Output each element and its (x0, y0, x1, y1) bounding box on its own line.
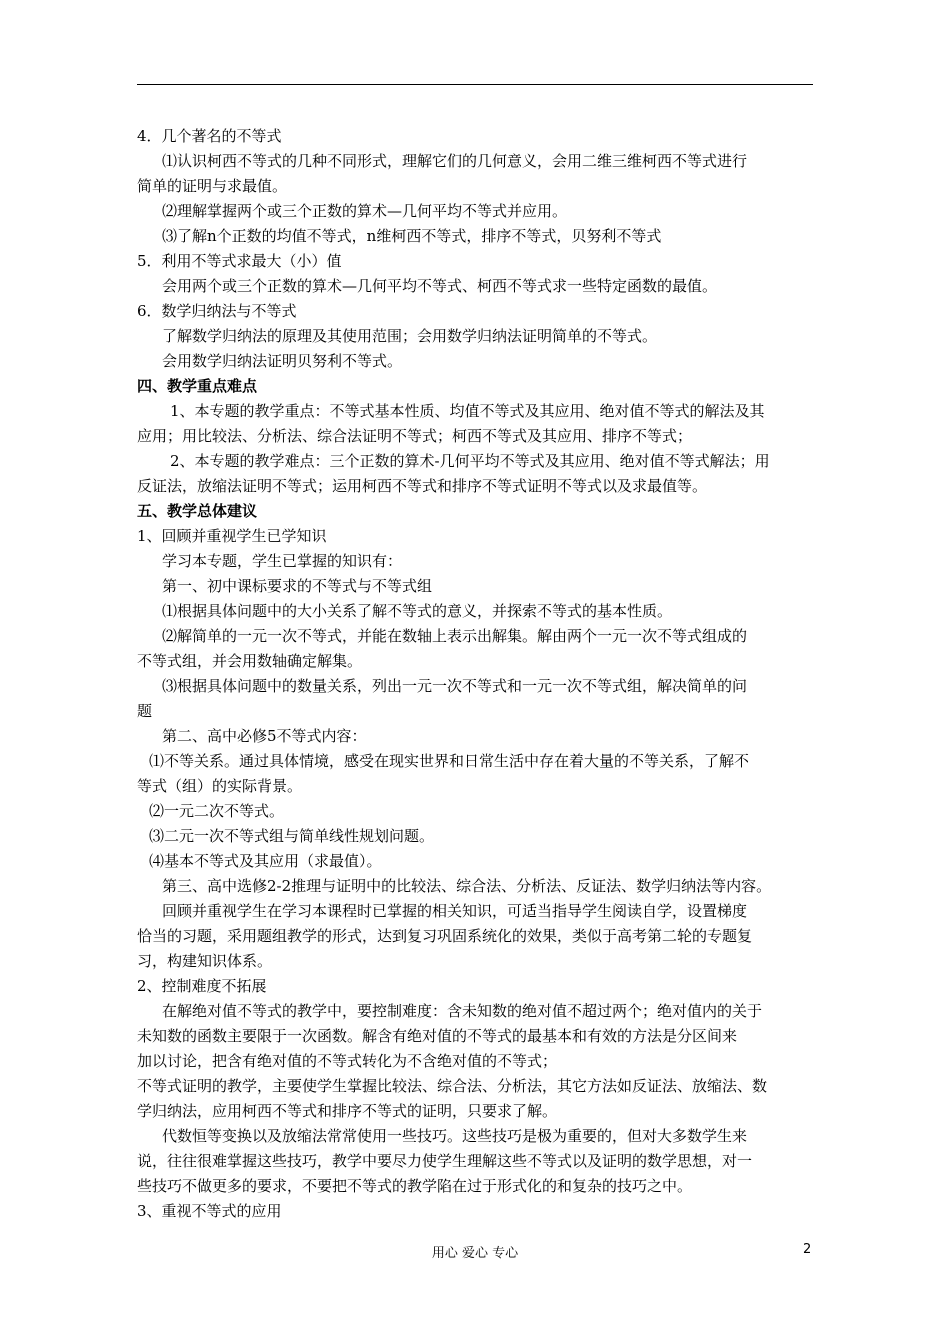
text-line: 习，构建知识体系。 (137, 952, 273, 970)
text-line: ⑴不等关系。通过具体情境，感受在现实世界和日常生活中存在着大量的不等关系，了解不 (149, 752, 750, 770)
header-rule (137, 84, 813, 85)
text-line: ⑵理解掌握两个或三个正数的算术—几何平均不等式并应用。 (162, 202, 568, 220)
text-line: 说，往往很难掌握这些技巧，教学中要尽力使学生理解这些不等式以及证明的数学思想，对一 (137, 1152, 753, 1170)
section-heading: 四、教学重点难点 (137, 377, 258, 395)
text-line: 回顾并重视学生在学习本课程时已掌握的相关知识，可适当指导学生阅读自学，设置梯度 (162, 902, 748, 920)
text-line: 5．利用不等式求最大（小）值 (137, 252, 342, 270)
text-line: 应用；用比较法、分析法、综合法证明不等式；柯西不等式及其应用、排序不等式； (137, 427, 693, 445)
text-line: 恰当的习题，采用题组教学的形式，达到复习巩固系统化的效果，类似于高考第二轮的专题复 (137, 927, 753, 945)
text-line: ⑷基本不等式及其应用（求最值）。 (149, 852, 382, 870)
text-line: ⑵解简单的一元一次不等式，并能在数轴上表示出解集。解由两个一元一次不等式组成的 (162, 627, 748, 645)
text-line: 6．数学归纳法与不等式 (137, 302, 297, 320)
text-line: 1、本专题的教学重点：不等式基本性质、均值不等式及其应用、绝对值不等式的解法及其 (170, 402, 765, 420)
text-line: ⑵一元二次不等式。 (149, 802, 285, 820)
text-line: 不等式证明的教学，主要使学生掌握比较法、综合法、分析法，其它方法如反证法、放缩法、数 (137, 1077, 768, 1095)
text-line: 第一、初中课标要求的不等式与不等式组 (162, 577, 433, 595)
text-line: 4．几个著名的不等式 (137, 127, 282, 145)
text-line: ⑶二元一次不等式组与简单线性规划问题。 (149, 827, 435, 845)
text-line: 代数恒等变换以及放缩法常常使用一些技巧。这些技巧是极为重要的，但对大多数学生来 (162, 1127, 748, 1145)
text-line: 不等式组，并会用数轴确定解集。 (137, 652, 363, 670)
text-line: 学习本专题，学生已掌握的知识有： (162, 552, 403, 570)
text-line: 简单的证明与求最值。 (137, 177, 288, 195)
text-line: 反证法，放缩法证明不等式；运用柯西不等式和排序不等式证明不等式以及求最值等。 (137, 477, 708, 495)
page-number: 2 (803, 1242, 812, 1257)
text-line: 未知数的函数主要限于一次函数。解含有绝对值的不等式的最基本和有效的方法是分区间来 (137, 1027, 738, 1045)
text-line: 在解绝对值不等式的教学中，要控制难度：含未知数的绝对值不超过两个；绝对值内的关于 (162, 1002, 763, 1020)
text-line: 2、控制难度不拓展 (137, 977, 267, 995)
text-line: 2、本专题的教学难点：三个正数的算术-几何平均不等式及其应用、绝对值不等式解法；用 (170, 452, 770, 470)
text-line: 第二、高中必修5不等式内容： (162, 727, 367, 745)
text-line: 第三、高中选修2-2推理与证明中的比较法、综合法、分析法、反证法、数学归纳法等内容。 (162, 877, 772, 895)
text-line: ⑴认识柯西不等式的几种不同形式，理解它们的几何意义，会用二维三维柯西不等式进行 (162, 152, 748, 170)
text-line: 1、回顾并重视学生已学知识 (137, 527, 327, 545)
text-line: 些技巧不做更多的要求，不要把不等式的教学陷在过于形式化的和复杂的技巧之中。 (137, 1177, 693, 1195)
text-line: 学归纳法，应用柯西不等式和排序不等式的证明，只要求了解。 (137, 1102, 558, 1120)
text-line: 了解数学归纳法的原理及其使用范围；会用数学归纳法证明简单的不等式。 (162, 327, 658, 345)
text-line: ⑴根据具体问题中的大小关系了解不等式的意义，并探索不等式的基本性质。 (162, 602, 673, 620)
text-line: 加以讨论，把含有绝对值的不等式转化为不含绝对值的不等式； (137, 1052, 558, 1070)
text-line: 会用数学归纳法证明贝努利不等式。 (162, 352, 403, 370)
text-line: ⑶根据具体问题中的数量关系，列出一元一次不等式和一元一次不等式组，解决简单的问 (162, 677, 748, 695)
text-line: ⑶了解n个正数的均值不等式，n维柯西不等式，排序不等式，贝努利不等式 (162, 227, 662, 245)
footer-slogan: 用心 爱心 专心 (431, 1246, 519, 1261)
text-line: 题 (137, 702, 153, 720)
text-line: 会用两个或三个正数的算术—几何平均不等式、柯西不等式求一些特定函数的最值。 (162, 277, 718, 295)
text-line: 3、重视不等式的应用 (137, 1202, 282, 1220)
document-body (137, 124, 813, 1224)
section-heading: 五、教学总体建议 (137, 502, 258, 520)
text-line: 等式（组）的实际背景。 (137, 777, 303, 795)
